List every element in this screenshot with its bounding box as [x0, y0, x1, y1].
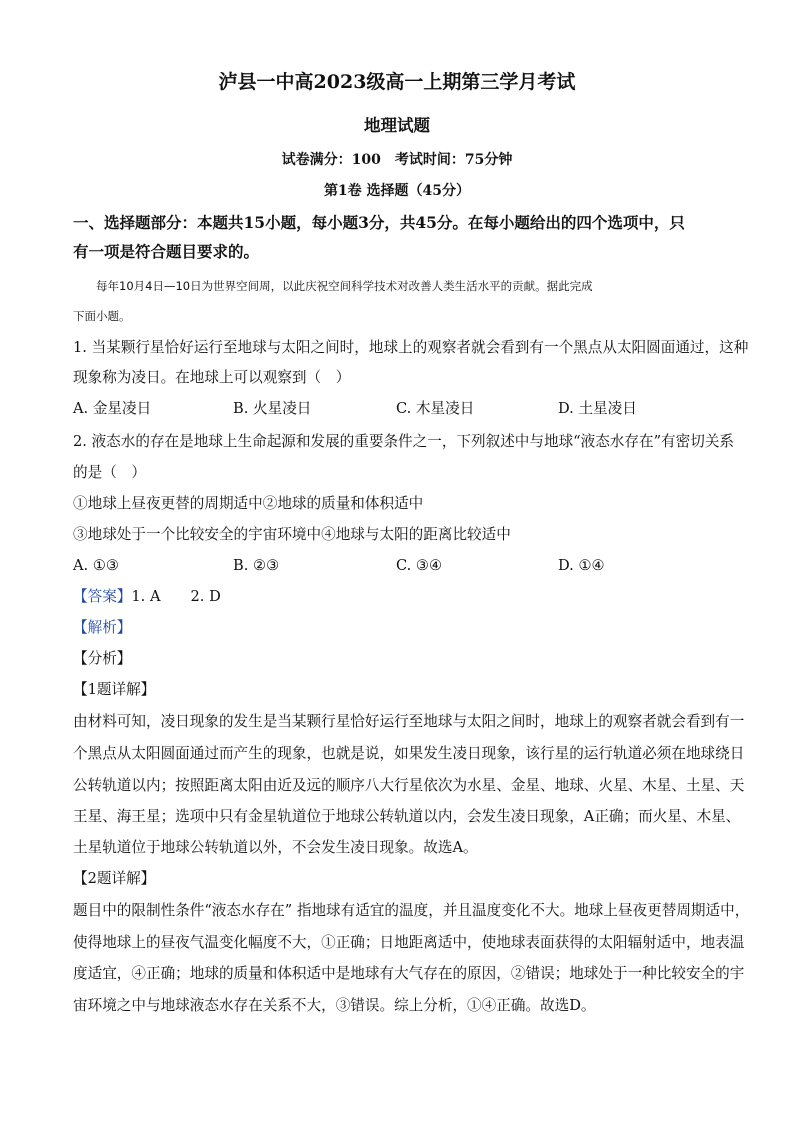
- detail-2-tag: 【2题详解】: [73, 870, 156, 887]
- detail-1-line: 土星轨道位于地球公转轨道以外，不会发生凌日现象。故选A。: [73, 839, 478, 856]
- detail-1-line: 由材料可知，凌日现象的发生是当某颗行星恰好运行至地球与太阳之间时，地球上的观察者就会看到有一: [73, 713, 745, 730]
- q2-option-c: C. ③④: [396, 557, 443, 574]
- question-1-options: [73, 399, 721, 419]
- part-title: 第1卷 选择题（45分）: [323, 183, 471, 199]
- exam-meta: 试卷满分：100 考试时间：75分钟: [281, 152, 513, 168]
- answer-line: [73, 587, 721, 607]
- q1-option-d: D. 土星凌日: [558, 400, 637, 417]
- detail-1-line: 王星、海王星；选项中只有金星轨道位于地球公转轨道以内，会发生凌日现象，A正确；而火星、木星、: [73, 808, 741, 825]
- detail-2-line: 宙环境之中与地球液态水存在关系不大，③错误。综上分析，①④正确。故选D。: [73, 997, 596, 1014]
- q2-option-a: A. ①③: [73, 557, 119, 574]
- detail-2-line: 度适宜，④正确；地球的质量和体积适中是地球有大气存在的原因，②错误；地球处于一种比较安全的宇: [73, 965, 745, 982]
- answer-2: 2. D: [190, 588, 221, 605]
- subject-title: 地理试题: [364, 116, 430, 135]
- section-heading-line2: 有一项是符合题目要求的。: [73, 242, 260, 261]
- answer-1: 1. A: [131, 588, 161, 605]
- material-line2: 下面小题。: [73, 309, 131, 323]
- answer-tag: 【答案】: [73, 588, 132, 605]
- question-2-item-line1: ①地球上昼夜更替的周期适中②地球的质量和体积适中: [73, 495, 424, 512]
- q1-option-b: B. 火星凌日: [233, 400, 312, 417]
- jiexi-tag: 【解析】: [73, 619, 132, 636]
- detail-1-tag: 【1题详解】: [73, 681, 156, 698]
- exam-title: 泸县一中高2023级高一上期第三学月考试: [218, 71, 576, 93]
- fenxi-tag: 【分析】: [73, 650, 132, 667]
- q2-option-d: D. ①④: [558, 557, 605, 574]
- question-1-stem-line1: 1. 当某颗行星恰好运行至地球与太阳之间时，地球上的观察者就会看到有一个黑点从太阳圆面通过，这种: [73, 339, 749, 356]
- question-2-stem-line1: 2. 液态水的存在是地球上生命起源和发展的重要条件之一，下列叙述中与地球“液态水存在”有密切关系: [73, 433, 735, 450]
- question-2-options: [73, 556, 721, 576]
- material-line1: 每年10月4日—10日为世界空间周，以此庆祝空间科学技术对改善人类生活水平的贡献。据此完成: [73, 279, 593, 293]
- detail-2-line: 使得地球上的昼夜气温变化幅度不大，①正确；日地距离适中，使地球表面获得的太阳辐射适中，地表温: [73, 934, 745, 951]
- question-2-stem-line2: 的是（ ）: [73, 464, 146, 481]
- q1-option-c: C. 木星凌日: [396, 400, 475, 417]
- question-1-stem-line2: 现象称为凌日。在地球上可以观察到（ ）: [73, 369, 351, 386]
- q2-option-b: B. ②③: [233, 557, 280, 574]
- detail-2-line: 题目中的限制性条件“液态水存在” 指地球有适宜的温度，并且温度变化不大。地球上昼夜更替周期适中，: [73, 902, 750, 919]
- question-2-item-line2: ③地球处于一个比较安全的宇宙环境中④地球与太阳的距离比较适中: [73, 526, 511, 543]
- detail-1-line: 公转轨道以内；按照距离太阳由近及远的顺序八大行星依次为水星、金星、地球、火星、木星、土星、天: [73, 777, 745, 794]
- q1-option-a: A. 金星凌日: [73, 400, 152, 417]
- section-heading-line1: 一、选择题部分：本题共15小题，每小题3分，共45分。在每小题给出的四个选项中，只: [73, 213, 685, 232]
- detail-1-line: 个黑点从太阳圆面通过而产生的现象，也就是说，如果发生凌日现象，该行星的运行轨道必须在地球绕日: [73, 745, 745, 762]
